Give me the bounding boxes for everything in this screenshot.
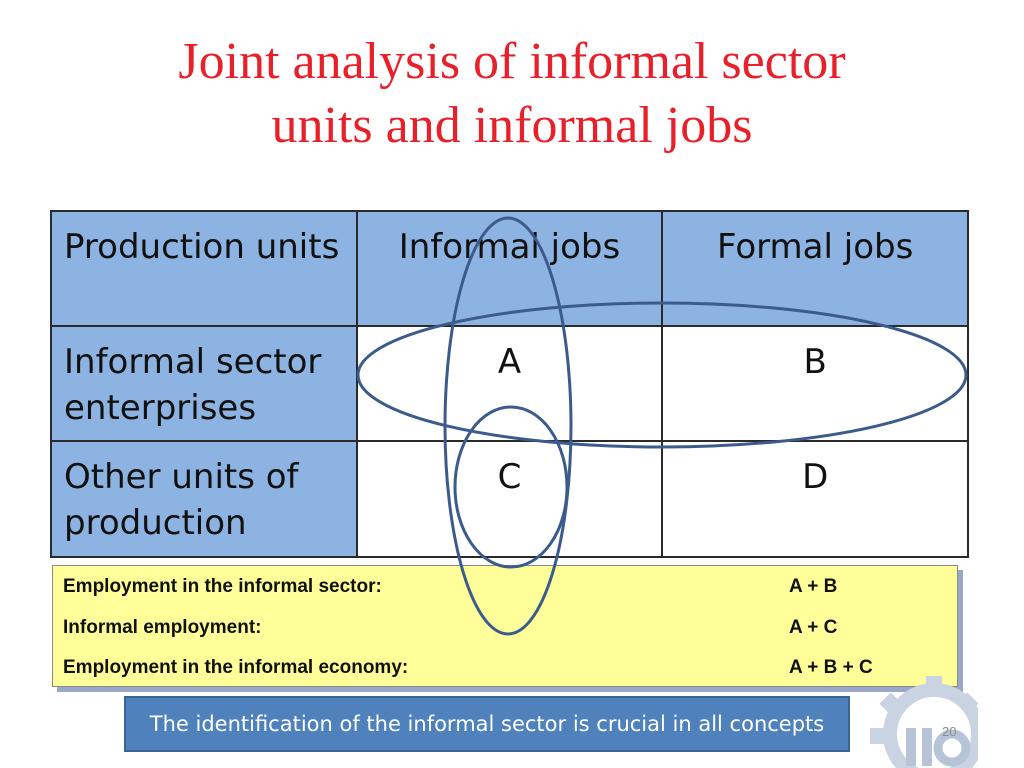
cell-a: A — [357, 326, 663, 441]
summary-value: A + C — [789, 617, 838, 638]
cell-c: C — [357, 441, 663, 557]
cell-b: B — [662, 326, 968, 441]
title-line-2: units and informal jobs — [271, 97, 753, 154]
slide-title — [0, 30, 1024, 158]
ilo-gear-logo-icon — [852, 656, 978, 768]
summary-label: Employment in the informal economy: — [63, 657, 409, 678]
cell-d: D — [662, 441, 968, 557]
matrix-table — [50, 210, 969, 558]
table-row — [51, 326, 968, 441]
title-line-1: Joint analysis of informal sector — [178, 33, 846, 90]
footer-note: The identification of the informal sector is crucial in all concepts — [124, 696, 850, 752]
summary-value: A + B — [789, 576, 838, 597]
table-header-row — [51, 211, 968, 326]
summary-row-informal-sector — [63, 576, 953, 600]
page-number: 20 — [942, 724, 957, 739]
header-production-units: Production units — [51, 211, 357, 326]
summary-label: Informal employment: — [63, 617, 262, 638]
summary-row-informal-employment — [63, 617, 953, 641]
row-label-informal-sector-enterprises: Informal sector enterprises — [51, 326, 357, 441]
table-row — [51, 441, 968, 557]
row-label-other-units: Other units of production — [51, 441, 357, 557]
header-informal-jobs: Informal jobs — [357, 211, 663, 326]
header-formal-jobs: Formal jobs — [662, 211, 968, 326]
summary-box — [52, 565, 958, 687]
summary-row-informal-economy — [63, 657, 953, 681]
summary-label: Employment in the informal sector: — [63, 576, 382, 597]
summary-value: A + B + C — [789, 657, 873, 678]
